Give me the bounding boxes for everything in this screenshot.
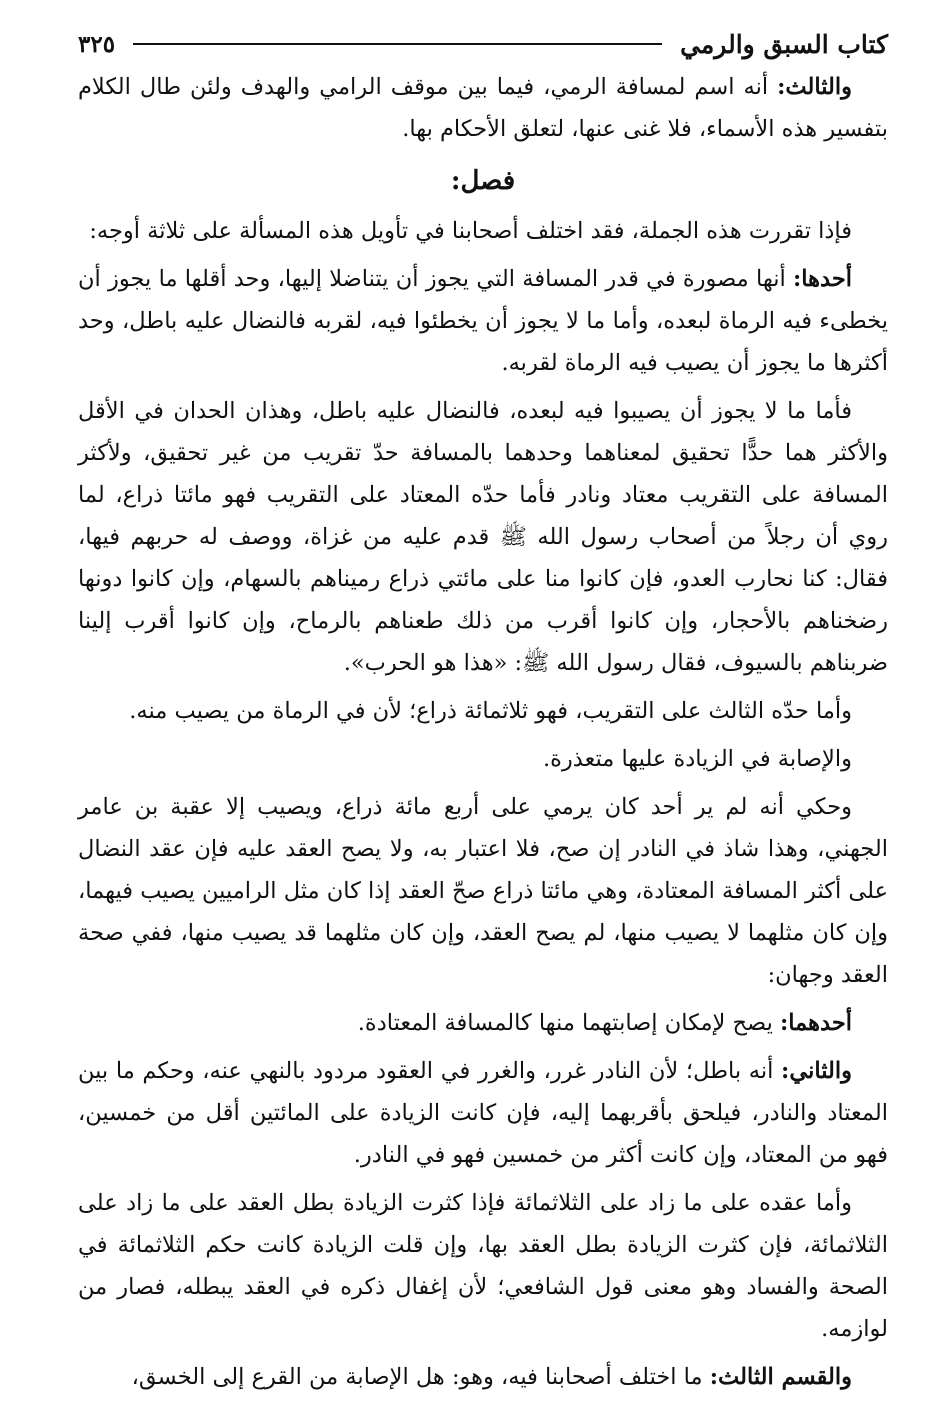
paragraph bbox=[78, 66, 888, 150]
page-header bbox=[78, 22, 888, 66]
paragraph bbox=[78, 258, 888, 384]
paragraph bbox=[78, 786, 888, 996]
header-rule bbox=[133, 43, 662, 45]
paragraph-text: ما اختلف أصحابنا فيه، وهو: هل الإصابة من القرع إلى الخسق، bbox=[131, 1364, 710, 1390]
paragraph-text: أنها مصورة في قدر المسافة التي يجوز أن يتناضلا إليها، وحد أقلها ما يجوز أن يخطىء فيه الرماة لبعده، وأما ما لا يجوز أن يخطئوا فيه، لقربه فالنضال عليه باطل، وحد أكثرها ما يجوز أن يصيب فيه الرماة لقربه. bbox=[78, 266, 888, 376]
paragraph-lead: والقسم الثالث: bbox=[709, 1364, 852, 1390]
paragraph-lead: أحدهما: bbox=[779, 1010, 852, 1036]
paragraph-lead: والثاني: bbox=[781, 1058, 852, 1084]
paragraph bbox=[78, 210, 888, 252]
paragraph bbox=[78, 690, 888, 732]
paragraph-text: فإذا تقررت هذه الجملة، فقد اختلف أصحابنا في تأويل هذه المسألة على ثلاثة أوجه: bbox=[89, 218, 852, 244]
paragraph-text: وأما حدّه الثالث على التقريب، فهو ثلاثمائة ذراع؛ لأن في الرماة من يصيب منه. bbox=[129, 698, 852, 724]
page bbox=[78, 22, 888, 1404]
page-number: ٣٢٥ bbox=[78, 30, 116, 58]
paragraph bbox=[78, 1002, 888, 1044]
paragraph-text: فأما ما لا يجوز أن يصيبوا فيه لبعده، فالنضال عليه باطل، وهذان الحدان في الأقل والأكثر هما حدًّا تحقيق لمعناهما وحدهما بالمسافة حدّ تقريب من غير تحقيق، ولأكثر المسافة على التقريب معتاد ونادر فأما حدّه المعتاد على التقريب فهو مائتا ذراع، لما روي أن رجلاً من أصحاب رسول الله ﷺ قدم عليه من غزاة، ووصف له حربهم فيها، فقال: كنا نحارب العدو، فإن كانوا منا على مائتي ذراع رميناهم بالسهام، وإن كانوا دونها رضخناهم بالأحجار، وإن كانوا أقرب من ذلك طعناهم بالرماح، وإن كانوا أقرب إلينا ضربناهم بالسيوف، فقال رسول الله ﷺ: «هذا هو الحرب». bbox=[78, 398, 888, 676]
paragraph-lead: والثالث: bbox=[777, 74, 852, 100]
paragraph-text: وأما عقده على ما زاد على الثلاثمائة فإذا كثرت الزيادة بطل العقد على ما زاد على الثلاثمائة، فإن كثرت الزيادة بطل العقد بها، وإن قلت الزيادة كانت حكم الثلاثمائة في الصحة والفساد وهو معنى قول الشافعي؛ لأن إغفال ذكره في العقد يبطله، فصار من لوازمه. bbox=[78, 1190, 888, 1342]
paragraph bbox=[78, 1356, 888, 1398]
paragraph bbox=[78, 390, 888, 684]
paragraph-text: يصح لإمكان إصابتهما منها كالمسافة المعتادة. bbox=[357, 1010, 780, 1036]
section-heading: فصل: bbox=[450, 166, 516, 196]
book-title: كتاب السبق والرمي bbox=[680, 29, 888, 59]
paragraph-text: أنه اسم لمسافة الرمي، فيما بين موقف الرامي والهدف ولئن طال الكلام بتفسير هذه الأسماء، فلا غنى عنها، لتعلق الأحكام بها. bbox=[78, 74, 888, 142]
paragraph bbox=[78, 1050, 888, 1176]
paragraph-text: وحكي أنه لم ير أحد كان يرمي على أربع مائة ذراع، ويصيب إلا عقبة بن عامر الجهني، وهذا شاذ في النادر إن صح، فلا اعتبار به، ولا يصح العقد عليه فإن عقد النضال على أكثر المسافة المعتادة، وهي مائتا ذراع صحّ العقد إذا كان مثل الراميين يصيب فيهما، وإن كان مثلهما لا يصيب منها، لم يصح العقد، وإن كان مثلهما قد يصيب منها، ففي صحة العقد وجهان: bbox=[78, 794, 888, 988]
paragraph-text: أنه باطل؛ لأن النادر غرر، والغرر في العقود مردود بالنهي عنه، وحكم ما بين المعتاد والنادر، فيلحق بأقربهما إليه، فإن كانت الزيادة على المائتين أقل من خمسين، فهو من المعتاد، وإن كانت أكثر من خمسين فهو في النادر. bbox=[78, 1058, 888, 1168]
paragraph-lead: أحدها: bbox=[793, 266, 852, 292]
paragraph bbox=[78, 738, 888, 780]
paragraph bbox=[78, 1182, 888, 1350]
paragraph-text: والإصابة في الزيادة عليها متعذرة. bbox=[542, 746, 852, 772]
